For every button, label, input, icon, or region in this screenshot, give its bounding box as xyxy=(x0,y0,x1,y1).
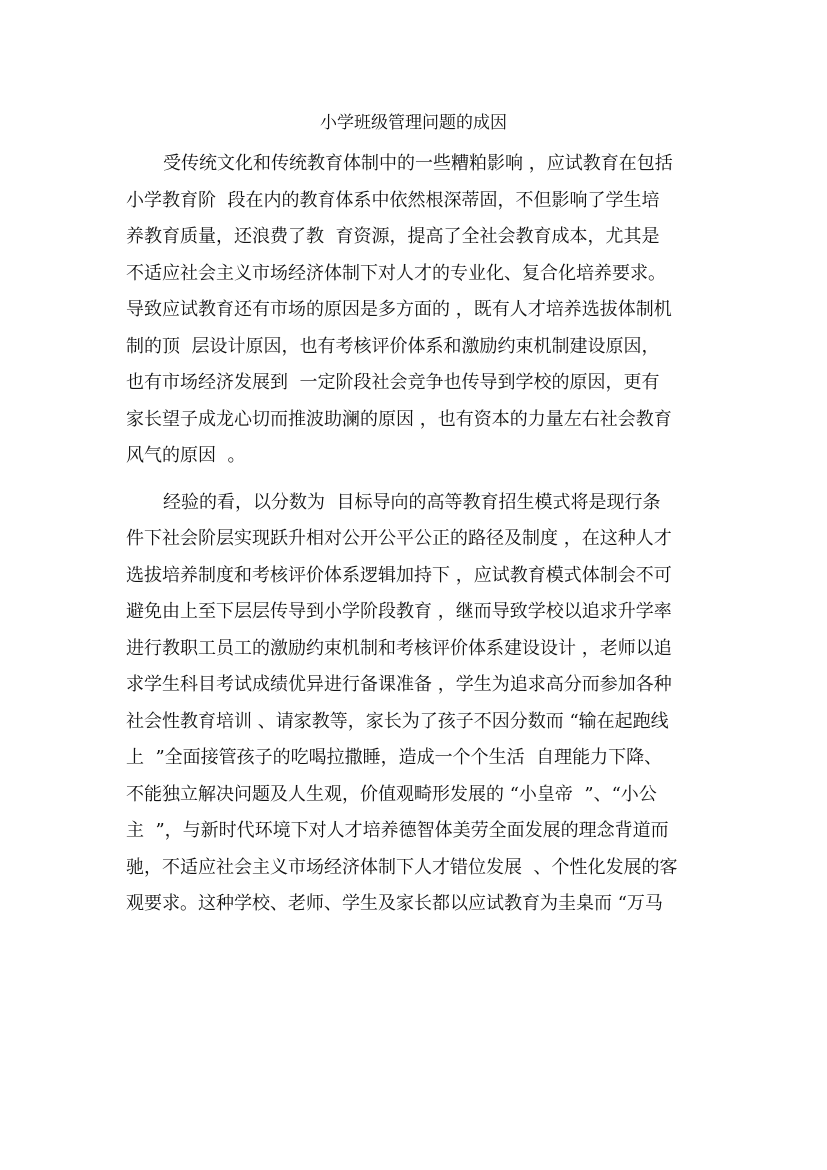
paragraph-line: 避免由上至下层层传导到小学阶段教育 ，继而导致学校以追求升学率 xyxy=(126,601,672,622)
paragraph-line: 不适应社会主义市场经济体制下对人才的专业化、复合化培养要求。 xyxy=(126,263,666,284)
paragraph-line: 导致应试教育还有市场的原因是多方面的 ，既有人才培养选拔体制机 xyxy=(126,299,672,320)
paragraph-line: 家长望子成龙心切而推波助澜的原因 ，也有资本的力量左右社会教育 xyxy=(126,409,672,430)
paragraph-line: 观要求。这种学校、老师、学生及家长都以应试教育为圭臬而 “万马 xyxy=(126,893,663,914)
paragraph-line: 制的顶 层设计原因，也有考核评价体系和激励约束机制建设原因， xyxy=(126,336,660,357)
paragraph-line: 主 ”，与新时代环境下对人才培养德智体美劳全面发展的理念背道而 xyxy=(126,820,669,841)
document-title: 小学班级管理问题的成因 xyxy=(320,113,507,133)
paragraph-line: 小学教育阶 段在内的教育体系中依然根深蒂固，不但影响了学生培 xyxy=(126,190,660,211)
paragraph-line: 养教育质量，还浪费了教 育资源，提高了全社会教育成本，尤其是 xyxy=(126,226,660,247)
paragraph-line: 也有市场经济发展到 一定阶段社会竞争也传导到学校的原因，更有 xyxy=(126,372,660,393)
paragraph-line: 社会性教育培训 、请家教等，家长为了孩子不因分数而 “输在起跑线 xyxy=(126,711,669,732)
paragraph-line: 不能独立解决问题及人生观，价值观畸形发展的 “小皇帝 ”、“小公 xyxy=(126,784,657,805)
paragraph-line: 风气的原因 。 xyxy=(126,445,246,466)
paragraph-line: 驰，不适应社会主义市场经济体制下人才错位发展 、个性化发展的客 xyxy=(126,857,678,878)
paragraph-line: 经验的看，以分数为 目标导向的高等教育招生模式将是现行条 xyxy=(163,492,661,513)
paragraph-line: 选拔培养制度和考核评价体系逻辑加持下 ，应试教育模式体制会不可 xyxy=(126,565,672,586)
paragraph-line: 进行教职工员工的激励约束机制和考核评价体系建设设计 ，老师以追 xyxy=(126,638,672,659)
paragraph-line: 件下社会阶层实现跃升相对公开公平公正的路径及制度 ，在这种人才 xyxy=(126,528,672,549)
paragraph-line: 受传统文化和传统教育体制中的一些糟粕影响 ，应试教育在包括 xyxy=(163,153,673,174)
paragraph-line: 上 ”全面接管孩子的吃喝拉撒睡，造成一个个生活 自理能力下降、 xyxy=(126,747,663,768)
paragraph-line: 求学生科目考试成绩优异进行备课准备 ，学生为追求高分而参加各种 xyxy=(126,674,672,695)
